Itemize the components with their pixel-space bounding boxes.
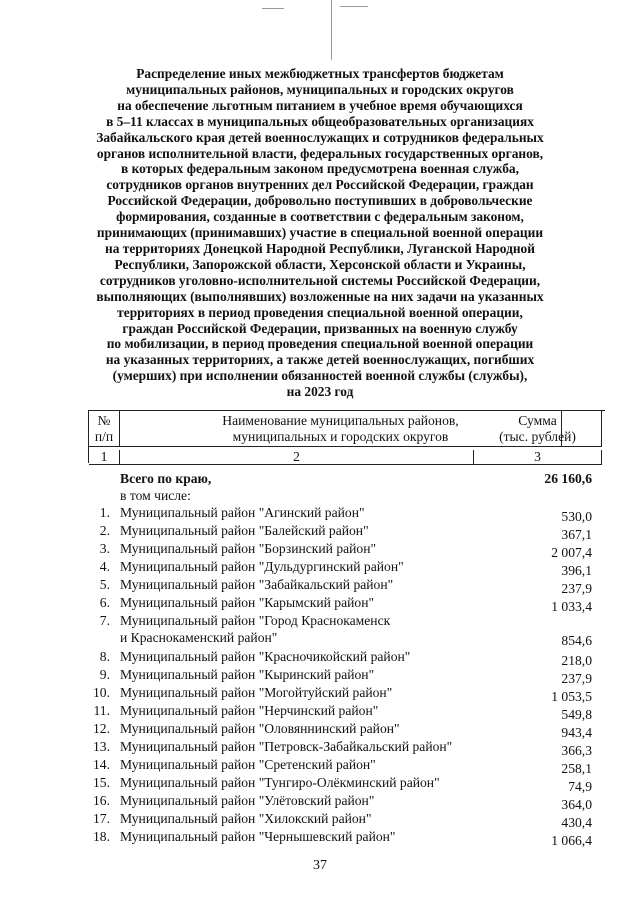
row-amount: 364,0 [561, 797, 592, 812]
title-line: в которых федеральным законом предусмотрена военная служба, [121, 161, 519, 177]
row-number: 8. [99, 649, 110, 664]
row-amount: 396,1 [561, 563, 592, 578]
row-name: Муниципальный район "Улётовский район" [120, 793, 375, 808]
row-name: Муниципальный район "Сретенский район" [120, 757, 376, 772]
title-line: Забайкальского края детей военнослужащих и сотрудников федеральных [96, 129, 544, 145]
title-line: граждан Российской Федерации, призванных на военную службу [122, 320, 518, 336]
row-number: 13. [93, 739, 110, 754]
col-number-1: 1 [89, 450, 120, 465]
table-row [0, 756, 640, 774]
row-number: 10. [93, 685, 110, 700]
header-num-line: № [97, 413, 111, 428]
table-row [0, 594, 640, 612]
table-row [0, 504, 640, 522]
row-amount: 367,1 [561, 527, 592, 542]
title-line: Распределение иных межбюджетных трансфертов бюджетам [136, 66, 504, 81]
row-amount: 530,0 [561, 509, 592, 524]
table-row [0, 648, 640, 666]
scan-artifact [340, 6, 368, 7]
row-amount: 218,0 [561, 653, 592, 668]
table-row [0, 702, 640, 720]
row-amount: 1 033,4 [551, 599, 592, 614]
row-amount: 74,9 [568, 779, 592, 794]
row-number: 1. [99, 505, 110, 520]
title-line: на 2023 год [286, 384, 354, 400]
table-row [0, 684, 640, 702]
row-number: 3. [99, 541, 110, 556]
row-number: 2. [99, 523, 110, 538]
row-name: Муниципальный район "Хилокский район" [120, 811, 372, 826]
row-amount: 943,4 [561, 725, 592, 740]
row-name: Муниципальный район "Дульдургинский район" [120, 559, 404, 574]
row-number: 17. [93, 811, 110, 826]
title-line: (умерших) при исполнении обязанностей военной службы (службы), [112, 368, 528, 384]
table-row [0, 828, 640, 846]
table-row [0, 558, 640, 576]
row-number: 7. [99, 613, 110, 628]
row-number: 15. [93, 775, 110, 790]
table-row [0, 540, 640, 558]
row-number: 14. [93, 757, 110, 772]
header-num-line: п/п [94, 429, 114, 444]
table-row [0, 612, 640, 648]
row-name-continued: и Краснокаменский район" [120, 630, 278, 645]
row-amount: 237,9 [561, 581, 592, 596]
title-line: сотрудников уголовно-исполнительной системы Российской Федерации, [99, 272, 541, 288]
document-title [60, 66, 580, 400]
row-number: 6. [99, 595, 110, 610]
header-amount-line: Сумма [518, 413, 557, 428]
row-number: 18. [93, 829, 110, 844]
row-amount: 1 053,5 [551, 689, 592, 704]
row-name: Муниципальный район "Красночикойский район" [120, 649, 411, 664]
row-name: Муниципальный район "Агинский район" [120, 505, 365, 520]
title-line: выполняющих (выполнявших) возложенные на них задачи на указанных [96, 288, 544, 304]
title-line: Российской Федерации, добровольно поступивших в добровольческие [107, 193, 533, 209]
row-amount: 237,9 [561, 671, 592, 686]
table-row [0, 792, 640, 810]
title-line: органов исполнительной власти, федеральных государственных органов, [96, 145, 544, 161]
row-number: 16. [93, 793, 110, 808]
title-line: по мобилизации, в период проведения специальной военной операции [106, 336, 534, 352]
row-amount: 258,1 [561, 761, 592, 776]
title-line: в 5–11 классах в муниципальных общеобразовательных организациях [106, 113, 534, 129]
title-line: территориях в период проведения специальной военной операции, [117, 304, 523, 320]
row-name: Муниципальный район "Петровск-Забайкальский район" [120, 739, 453, 754]
row-name: Муниципальный район "Тунгиро-Олёкминский район" [120, 775, 440, 790]
row-number: 11. [93, 703, 110, 718]
header-amount-line: (тыс. рублей) [499, 429, 576, 444]
row-name: Муниципальный район "Забайкальский район" [120, 577, 394, 592]
table-row [0, 774, 640, 792]
row-number: 12. [93, 721, 110, 736]
scan-artifact [262, 8, 284, 9]
title-line: Республики, Запорожской области, Херсонской области и Украины, [114, 256, 526, 272]
table-header [88, 410, 605, 463]
row-number: 9. [99, 667, 110, 682]
title-line: муниципальных районов, муниципальных и городских округов [126, 81, 514, 97]
table-row [0, 666, 640, 684]
scan-artifact [331, 0, 332, 60]
table-row [0, 576, 640, 594]
total-amount: 26 160,6 [544, 471, 592, 486]
table-row [0, 720, 640, 738]
row-amount: 366,3 [561, 743, 592, 758]
row-name: Муниципальный район "Карымский район" [120, 595, 375, 610]
row-number: 4. [99, 559, 110, 574]
row-name: Муниципальный район "Нерчинский район" [120, 703, 379, 718]
header-name-line: Наименование муниципальных районов, [222, 413, 459, 428]
total-label: Всего по краю, [120, 471, 212, 486]
row-name: Муниципальный район "Чернышевский район" [120, 829, 396, 844]
header-amount [474, 411, 602, 447]
row-amount: 549,8 [561, 707, 592, 722]
table-row [0, 738, 640, 756]
row-name: Муниципальный район "Борзинский район" [120, 541, 377, 556]
header-num [89, 411, 120, 447]
title-line: принимающих (принимавших) участие в специальной военной операции [96, 225, 544, 241]
table-row [0, 810, 640, 828]
title-line: на территориях Донецкой Народной Республики, Луганской Народной [105, 240, 535, 256]
including-label: в том числе: [120, 488, 191, 503]
row-name: Муниципальный район "Оловяннинский район" [120, 721, 400, 736]
row-name: Муниципальный район "Могойтуйский район" [120, 685, 393, 700]
page-number: 37 [313, 858, 327, 873]
table-row [0, 522, 640, 540]
col-number-3: 3 [474, 450, 602, 465]
title-line: сотрудников органов внутренних дел Российской Федерации, граждан [106, 177, 534, 193]
including-row [0, 487, 640, 505]
header-name-line: муниципальных и городских округов [232, 429, 449, 444]
title-line: на указанных территориях, а также детей военнослужащих, погибших [105, 352, 535, 368]
row-amount: 430,4 [561, 815, 592, 830]
col-number-2: 2 [120, 450, 474, 465]
row-number: 5. [99, 577, 110, 592]
title-line: формирования, созданные в соответствии с федеральным законом, [116, 209, 524, 225]
total-row [0, 470, 640, 488]
row-amount: 854,6 [561, 633, 592, 648]
row-amount: 2 007,4 [551, 545, 592, 560]
title-line: на обеспечение льготным питанием в учебное время обучающихся [117, 97, 523, 113]
row-name: Муниципальный район "Балейский район" [120, 523, 369, 538]
row-amount: 1 066,4 [551, 833, 592, 848]
row-name: Муниципальный район "Кыринский район" [120, 667, 375, 682]
row-name: Муниципальный район "Город Краснокаменск [120, 613, 391, 628]
